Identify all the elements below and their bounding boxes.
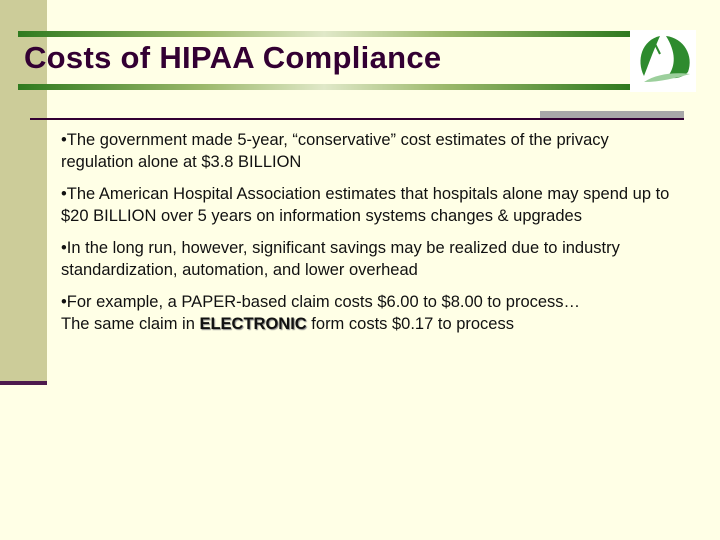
slide-body xyxy=(61,130,681,346)
header-rule xyxy=(30,118,684,120)
title-top-bar xyxy=(18,31,630,37)
bullet-item: •In the long run, however, significant savings may be realized due to industry standardization, automation, and lower overhead xyxy=(61,239,620,279)
sidebar-divider xyxy=(0,381,47,385)
header-rule-accent xyxy=(540,111,684,118)
bullet-item: •The American Hospital Association estimates that hospitals alone may spend up to $20 BILLION over 5 years on information systems changes & upgrades xyxy=(61,185,670,225)
title-bottom-bar xyxy=(18,84,630,90)
slide-title: Costs of HIPAA Compliance xyxy=(24,40,442,75)
bullet-line: •For example, a PAPER-based claim costs $6.00 to $8.00 to process… xyxy=(61,293,581,311)
bullet-text: The same claim in xyxy=(61,314,200,333)
bullet-item: •The government made 5-year, “conservative” cost estimates of the privacy regulation alone at $3.8 BILLION xyxy=(61,131,609,171)
bullet-text: form costs $0.17 to process xyxy=(306,314,514,333)
emphasis-text: ELECTRONIC xyxy=(199,314,307,333)
leaf-logo-icon xyxy=(630,30,696,92)
bullet-item xyxy=(61,292,681,335)
